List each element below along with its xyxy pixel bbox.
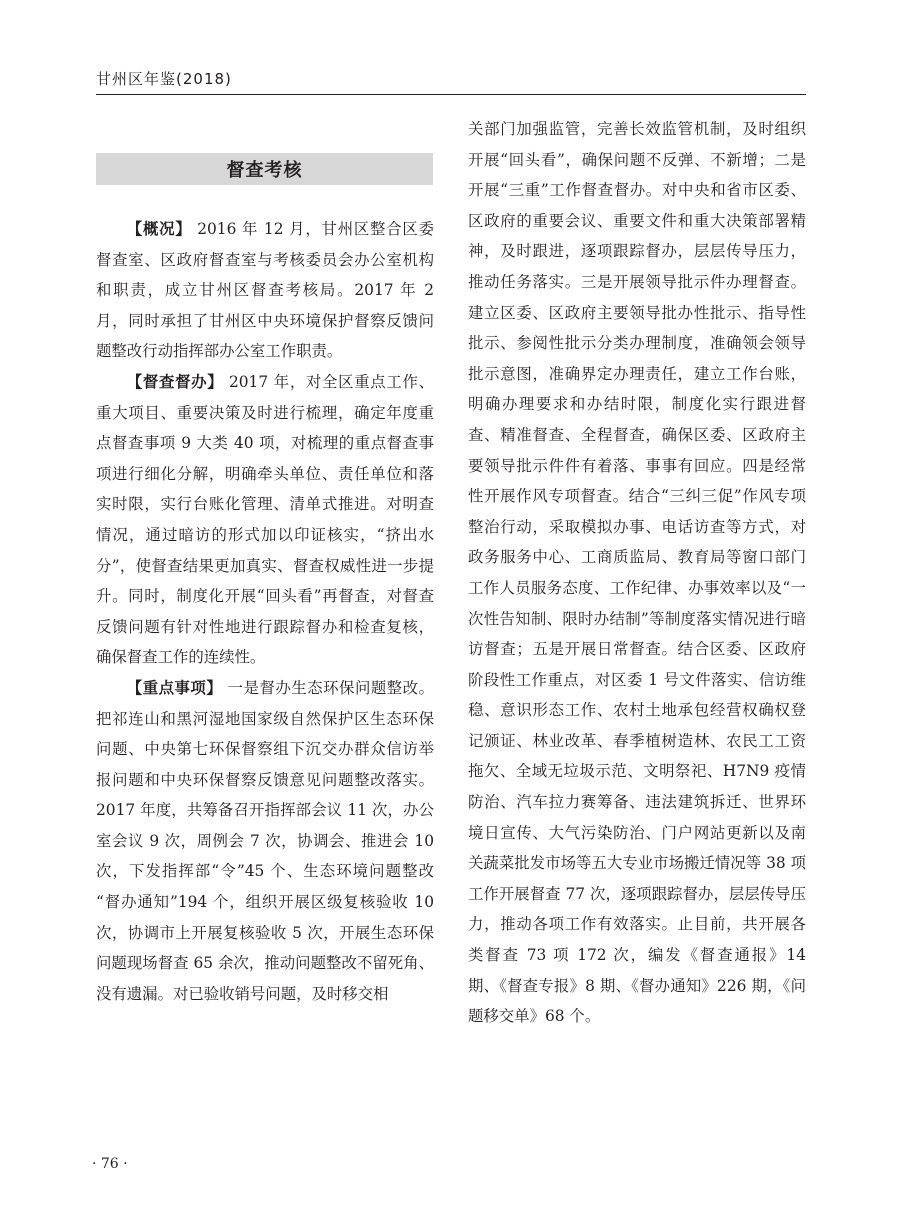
paragraph-text: 一是督办生态环保问题整改。把祁连山和黑河湿地国家级自然保护区生态环保问题、中央第七环保督察组下沉交办群众信访举报问题和中央环保督察反馈意见问题整改落实。2017 年度，共筹备召开指挥部会议 11 次，办公室会议 9 次，周例会 7 次，协调会、推进会 10 次，下发指挥部“令”45 个、生态环境问题整改 “督办通知”194 个，组织开展区级复核验收 10 次，协调市上开展复核验收 5 次，开展生态环保问题现场督查 65 余次，推动问题整改不留死角、没有遗漏。对已验收销号问题，及时移交相: [96, 678, 434, 1003]
right-column: [468, 114, 806, 1032]
paragraph-supervision: [96, 367, 434, 673]
paragraph-label: 【重点事项】: [126, 678, 223, 697]
section-heading-bar: [96, 153, 433, 185]
paragraph-label: 【概况】: [126, 220, 192, 238]
paragraph-label: 【督查督办】: [126, 372, 224, 391]
header-rule: [96, 94, 806, 95]
section-title: 督查考核: [226, 160, 303, 181]
paragraph-text: 2017 年，对全区重点工作、重大项目、重要决策及时进行梳理，确定年度重点督查事项 9 大类 40 项，对梳理的重点督查事项进行细化分解，明确牵头单位、责任单位和落实时限，实行台账化管理、清单式推进。对明查情况，通过暗访的形式加以印证核实，“挤出水分”，使督查结果更加真实、督查权威性进一步提升。同时，制度化开展“回头看”再督查，对督查反馈问题有针对性地进行跟踪督办和检查复核，确保督查工作的连续性。: [96, 372, 434, 667]
paragraph-overview: [96, 214, 434, 367]
running-header: 甘州区年鉴(2018): [96, 70, 232, 88]
page-number: · 76 ·: [92, 1156, 128, 1172]
paragraph-continuation: 关部门加强监管，完善长效监管机制，及时组织开展“回头看”，确保问题不反弹、不新增；二是开展“三重”工作督查督办。对中央和省市区委、区政府的重要会议、重要文件和重大决策部署精神，及时跟进，逐项跟踪督办，层层传导压力，推动任务落实。三是开展领导批示件办理督查。建立区委、区政府主要领导批办性批示、指导性批示、参阅性批示分类办理制度，准确领会领导批示意图，准确界定办理责任，建立工作台账，明确办理要求和办结时限，制度化实行跟进督查、精准督查、全程督查，确保区委、区政府主要领导批示件件有着落、事事有回应。四是经常性开展作风专项督查。结合“三纠三促”作风专项整治行动，采取模拟办事、电话访查等方式，对政务服务中心、工商质监局、教育局等窗口部门工作人员服务态度、工作纪律、办事效率以及“一次性告知制、限时办结制”等制度落实情况进行暗访督查；五是开展日常督查。结合区委、区政府阶段性工作重点，对区委 1 号文件落实、信访维稳、意识形态工作、农村土地承包经营权确权登记颁证、林业改革、春季植树造林、农民工工资拖欠、全域无垃圾示范、文明祭祀、H7N9 疫情防治、汽车拉力赛筹备、违法建筑拆迁、世界环境日宣传、大气污染防治、门户网站更新以及南关蔬菜批发市场等五大专业市场搬迁情况等 38 项工作开展督查 77 次，逐项跟踪督办，层层传导压力，推动各项工作有效落实。止目前，共开展各类督查 73 项 172 次，编发《督查通报》14 期、《督查专报》8 期、《督办通知》226 期，《问题移交单》68 个。: [468, 120, 806, 1026]
left-column: [96, 214, 434, 1009]
paragraph-key-items: [96, 673, 434, 1010]
paragraph-text: 2016 年 12 月，甘州区整合区委督查室、区政府督查室与考核委员会办公室机构和职责，成立甘州区督查考核局。2017 年 2 月，同时承担了甘州区中央环境保护督察反馈问题整改行动指挥部办公室工作职责。: [96, 220, 434, 361]
